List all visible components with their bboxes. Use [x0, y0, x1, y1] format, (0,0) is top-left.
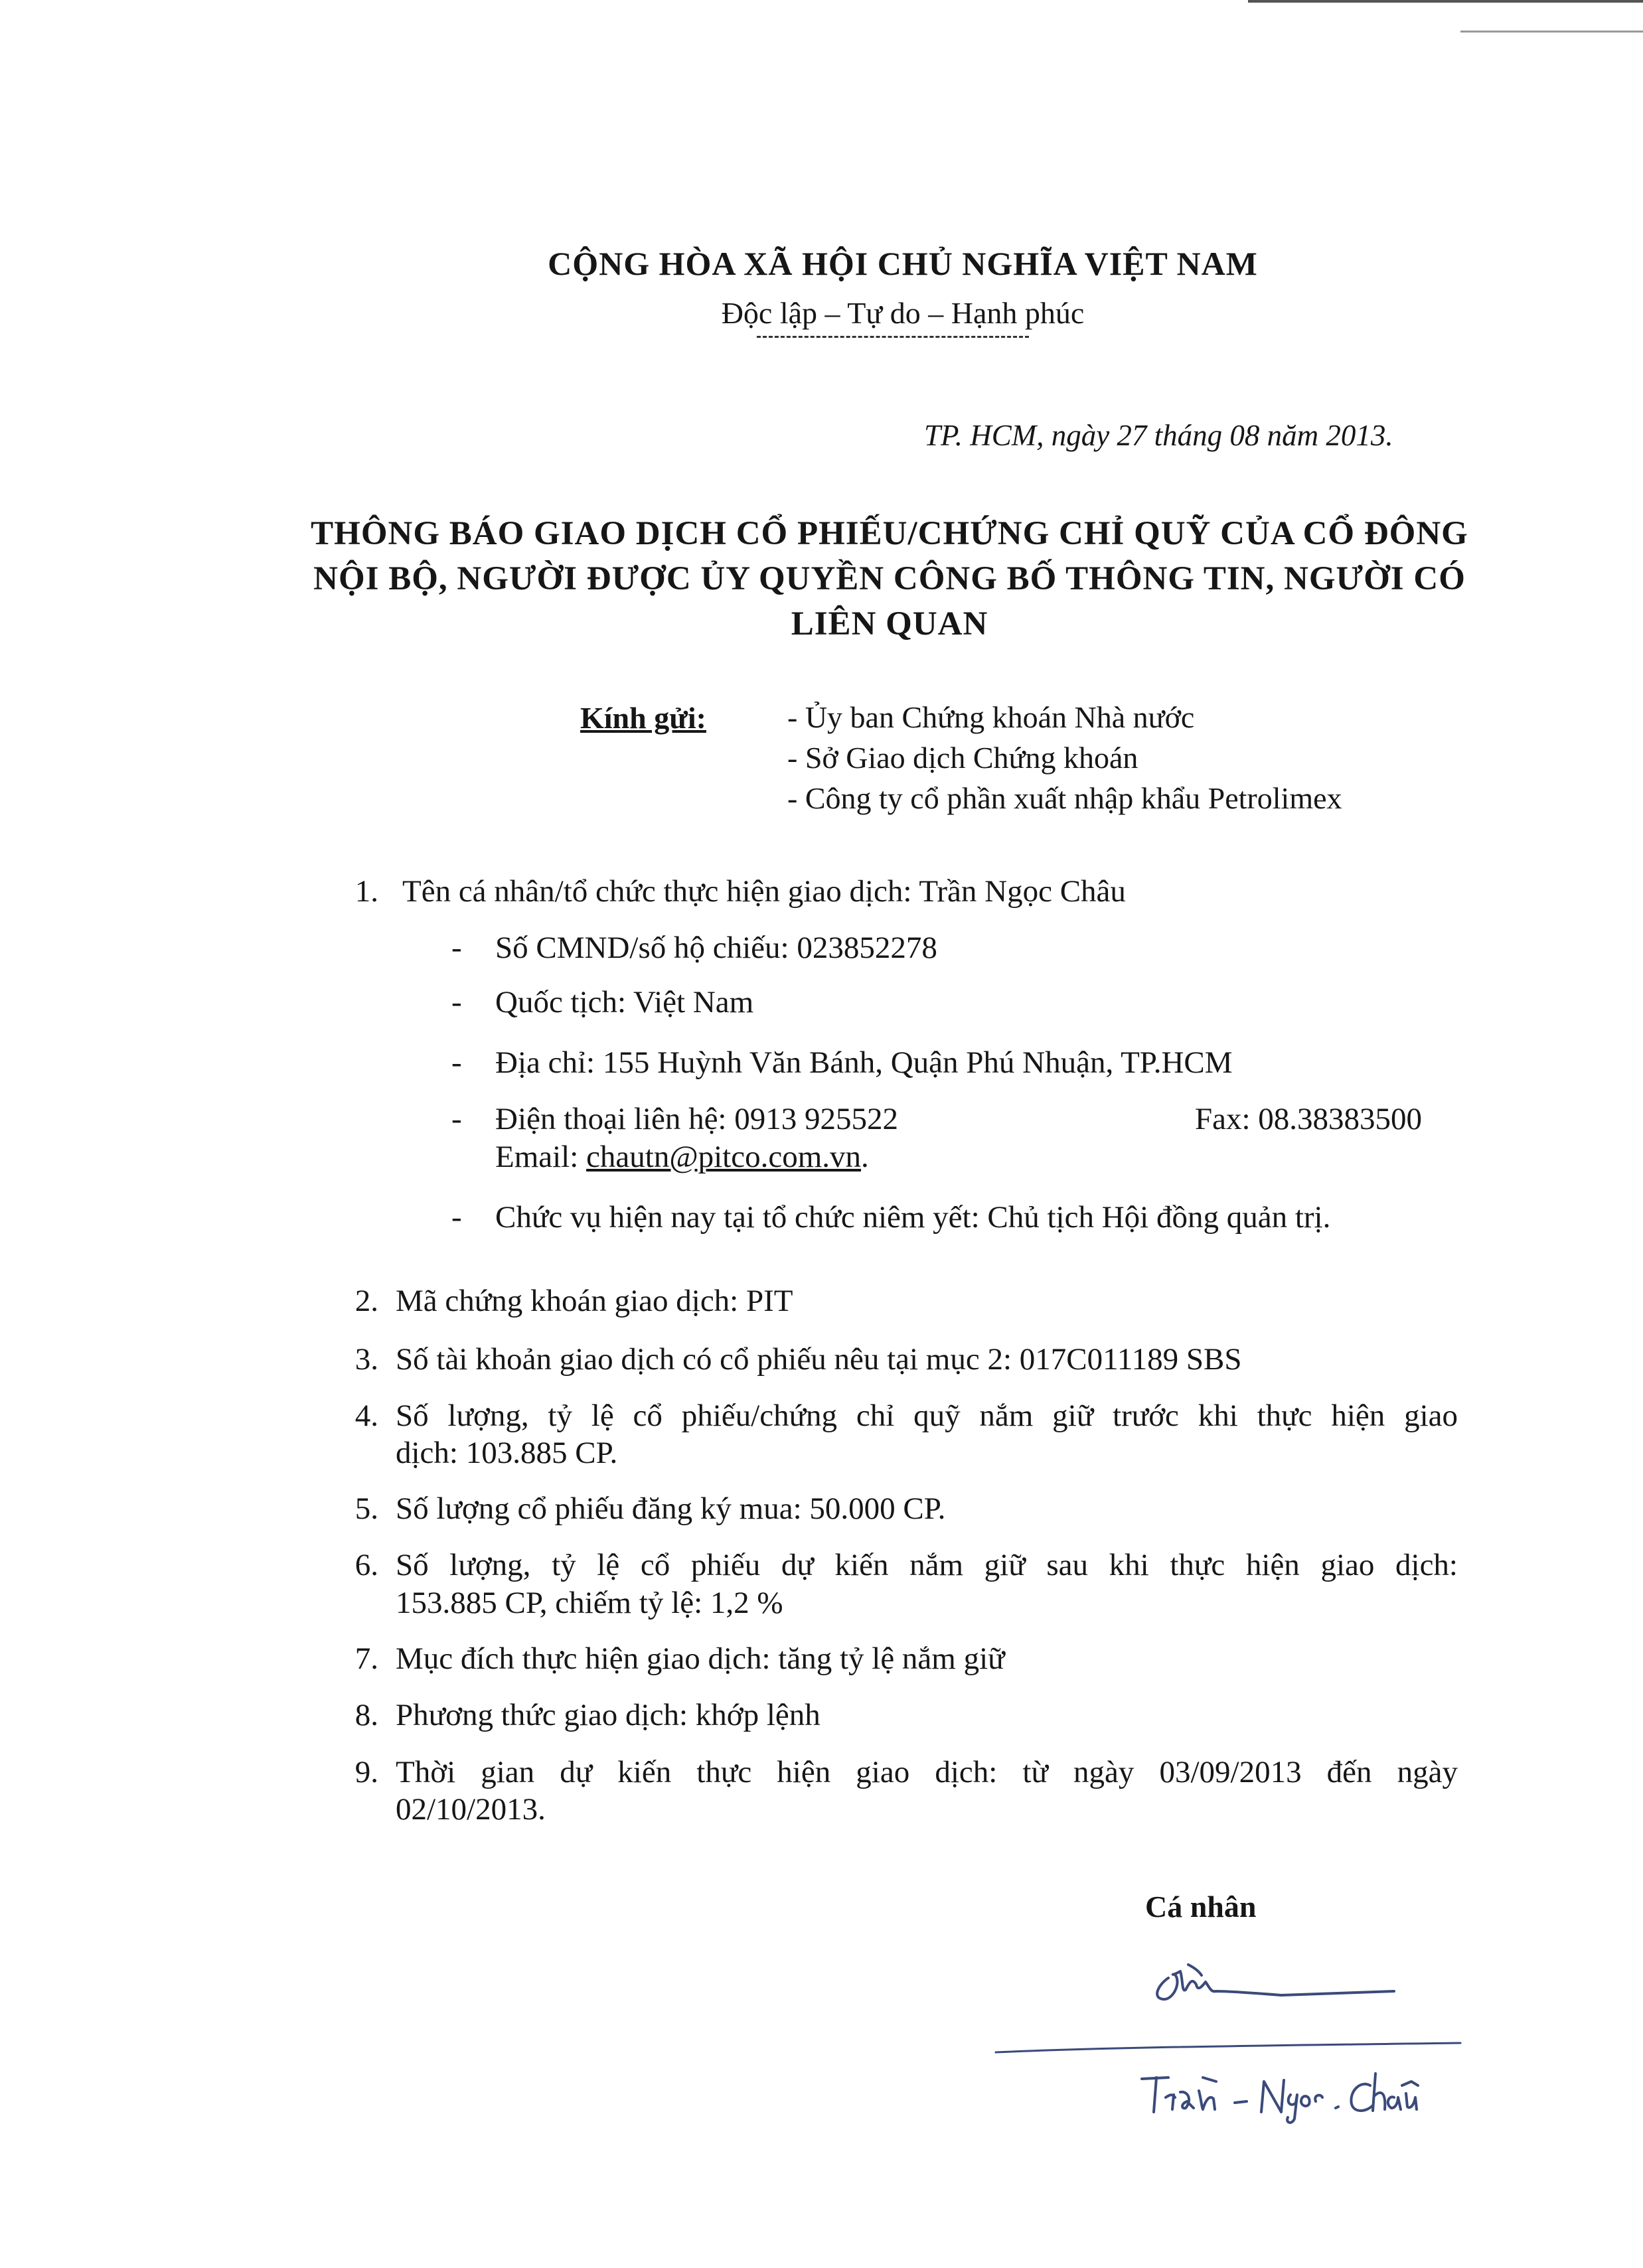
header-divider: [757, 336, 1029, 338]
item-text-cont: dịch: 103.885 CP.: [396, 1436, 618, 1470]
name-stroke: [1351, 2074, 1418, 2111]
item-number: 5.: [354, 1491, 378, 1526]
document-title: [292, 511, 1487, 646]
title-line: NỘI BỘ, NGƯỜI ĐƯỢC ỦY QUYỀN CÔNG BỐ THÔNG TIN, NGƯỜI CÓ: [313, 560, 1466, 597]
national-title: CỘNG HÒA XÃ HỘI CHỦ NGHĨA VIỆT NAM: [548, 245, 1258, 282]
name-stroke: [1261, 2080, 1322, 2123]
sub-bullet: -: [451, 1045, 462, 1080]
signer-role: Cá nhân: [1145, 1890, 1257, 1924]
handwritten-signature: [969, 1938, 1474, 2131]
recipients-list: [787, 697, 1342, 818]
item-number: 7.: [354, 1641, 378, 1676]
item-text: Mục đích thực hiện giao dịch: tăng tỷ lệ nắm giữ: [396, 1641, 1005, 1676]
signature-stroke: [1188, 1965, 1202, 1975]
item-text: Số lượng, tỷ lệ cổ phiếu/chứng chỉ quỹ nắm giữ trước khi thực hiện giao: [396, 1399, 1458, 1433]
recipient-item: - Sở Giao dịch Chứng khoán: [787, 737, 1342, 778]
sub-bullet: -: [451, 1102, 462, 1136]
email-link[interactable]: chautn@pitco.com.vn: [586, 1140, 862, 1174]
item-text: Thời gian dự kiến thực hiện giao dịch: từ ngày 03/09/2013 đến ngày: [396, 1755, 1458, 1789]
item-text: Tên cá nhân/tổ chức thực hiện giao dịch: Trần Ngọc Châu: [402, 874, 1126, 909]
title-line: LIÊN QUAN: [791, 605, 988, 643]
name-stroke: [1142, 2078, 1216, 2112]
id-number-line: Số CMND/số hộ chiếu: 023852278: [495, 931, 937, 965]
item-text: Số lượng, tỷ lệ cổ phiếu dự kiến nắm giữ sau khi thực hiện giao dịch:: [396, 1548, 1458, 1582]
date-line: TP. HCM, ngày 27 tháng 08 năm 2013.: [924, 419, 1393, 452]
item-text: Phương thức giao dịch: khớp lệnh: [396, 1698, 821, 1732]
recipient-item: - Ủy ban Chứng khoán Nhà nước: [787, 697, 1342, 737]
sub-bullet: -: [451, 985, 462, 1020]
national-motto: Độc lập – Tự do – Hạnh phúc: [721, 296, 1085, 330]
item-number: 9.: [354, 1755, 378, 1789]
email-line: [495, 1138, 869, 1175]
scan-edge-line: [1248, 0, 1643, 3]
recipients-label: Kính gửi:: [580, 701, 706, 735]
item-number: 6.: [354, 1548, 378, 1582]
item-text: Số lượng cổ phiếu đăng ký mua: 50.000 CP.: [396, 1491, 946, 1526]
scan-edge-line: [1460, 31, 1643, 33]
signature-stroke: [1157, 1971, 1281, 1999]
item-number: 1.: [354, 874, 378, 909]
fax-line: Fax: 08.38383500: [1195, 1102, 1423, 1136]
sub-bullet: -: [451, 1200, 462, 1235]
signature-stroke: [1281, 1991, 1394, 1995]
phone-line: Điện thoại liên hệ: 0913 925522: [495, 1102, 898, 1136]
item-number: 8.: [354, 1698, 378, 1732]
position-line: Chức vụ hiện nay tại tổ chức niêm yết: Chủ tịch Hội đồng quản trị.: [495, 1200, 1331, 1235]
email-label: Email:: [495, 1140, 579, 1174]
item-text: Số tài khoản giao dịch có cổ phiếu nêu tại mục 2: 017C011189 SBS: [396, 1342, 1242, 1377]
signature-line: [996, 2043, 1460, 2052]
item-text: Mã chứng khoán giao dịch: PIT: [396, 1284, 793, 1318]
email-end: .: [861, 1140, 869, 1174]
title-line: THÔNG BÁO GIAO DỊCH CỔ PHIẾU/CHỨNG CHỈ QUỸ CỦA CỔ ĐÔNG: [311, 515, 1468, 552]
nationality-line: Quốc tịch: Việt Nam: [495, 985, 754, 1020]
address-line: Địa chỉ: 155 Huỳnh Văn Bánh, Quận Phú Nhuận, TP.HCM: [495, 1045, 1233, 1080]
name-stroke: [1235, 2101, 1247, 2103]
item-text-cont: 153.885 CP, chiếm tỷ lệ: 1,2 %: [396, 1586, 783, 1620]
item-number: 4.: [354, 1399, 378, 1433]
recipient-item: - Công ty cổ phần xuất nhập khẩu Petrolimex: [787, 778, 1342, 818]
item-text-cont: 02/10/2013.: [396, 1792, 546, 1827]
sub-bullet: -: [451, 931, 462, 965]
item-number: 3.: [354, 1342, 378, 1377]
item-number: 2.: [354, 1284, 378, 1318]
name-stroke: [1336, 2107, 1338, 2108]
